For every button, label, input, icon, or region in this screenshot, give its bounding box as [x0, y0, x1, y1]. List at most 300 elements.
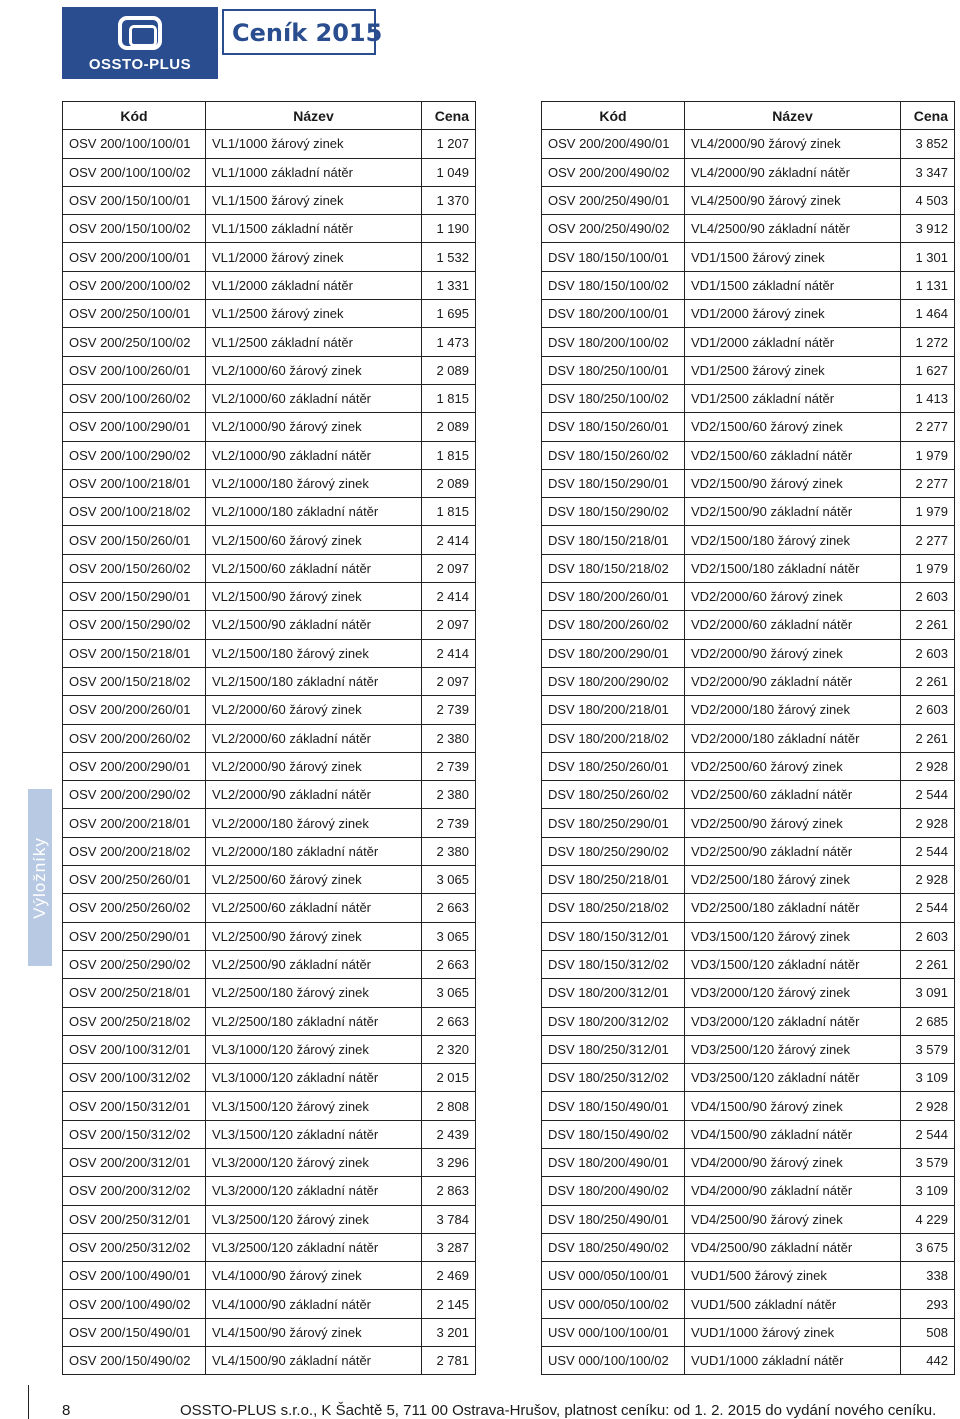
- cell-code: OSV 200/200/490/02: [542, 158, 685, 186]
- table-row: [542, 696, 955, 724]
- cell-code: DSV 180/150/100/02: [542, 271, 685, 299]
- table-row: [63, 611, 476, 639]
- cell-price: 1 272: [901, 328, 955, 356]
- cell-code: DSV 180/150/490/02: [542, 1120, 685, 1148]
- cell-price: 2 603: [901, 922, 955, 950]
- cell-name: VL1/1500 základní nátěr: [206, 215, 422, 243]
- table-row: [542, 1120, 955, 1148]
- table-row: [542, 724, 955, 752]
- cell-code: OSV 200/200/260/02: [63, 724, 206, 752]
- cell-name: VL2/2000/180 žárový zinek: [206, 809, 422, 837]
- cell-name: VL3/2500/120 základní nátěr: [206, 1233, 422, 1261]
- cell-code: OSV 200/150/490/01: [63, 1318, 206, 1346]
- cell-price: 2 089: [422, 356, 476, 384]
- page-number: 8: [62, 1402, 71, 1419]
- cell-code: OSV 200/100/260/01: [63, 356, 206, 384]
- cell-name: VL2/1500/90 základní nátěr: [206, 611, 422, 639]
- table-row: [63, 752, 476, 780]
- table-row: [542, 1290, 955, 1318]
- table-row: [63, 724, 476, 752]
- cell-price: 1 301: [901, 243, 955, 271]
- table-row: [63, 1205, 476, 1233]
- cell-code: DSV 180/250/218/02: [542, 894, 685, 922]
- cell-price: 2 414: [422, 639, 476, 667]
- table-row: [63, 696, 476, 724]
- cell-code: DSV 180/250/490/01: [542, 1205, 685, 1233]
- table-row: [542, 469, 955, 497]
- cell-name: VUD1/1000 žárový zinek: [685, 1318, 901, 1346]
- cell-name: VD2/2000/180 základní nátěr: [685, 724, 901, 752]
- table-row: [63, 186, 476, 214]
- table-row: [63, 1120, 476, 1148]
- table-row: [63, 526, 476, 554]
- table-row: [63, 1318, 476, 1346]
- cell-code: DSV 180/200/260/02: [542, 611, 685, 639]
- cell-name: VL4/1500/90 základní nátěr: [206, 1347, 422, 1375]
- cell-name: VL4/1500/90 žárový zinek: [206, 1318, 422, 1346]
- table-row: [542, 781, 955, 809]
- cell-price: 3 109: [901, 1064, 955, 1092]
- cell-price: 2 863: [422, 1177, 476, 1205]
- header-name: Název: [206, 102, 422, 130]
- cell-code: DSV 180/250/312/02: [542, 1064, 685, 1092]
- cell-code: DSV 180/150/218/02: [542, 554, 685, 582]
- cell-name: VD2/2500/60 žárový zinek: [685, 752, 901, 780]
- cell-name: VL3/1000/120 žárový zinek: [206, 1035, 422, 1063]
- cell-code: OSV 200/100/312/01: [63, 1035, 206, 1063]
- title-box: [222, 9, 383, 55]
- table-row: [63, 498, 476, 526]
- cell-name: VD2/1500/180 základní nátěr: [685, 554, 901, 582]
- cell-price: 2 439: [422, 1120, 476, 1148]
- cell-name: VL2/1500/60 žárový zinek: [206, 526, 422, 554]
- cell-price: 2 685: [901, 1007, 955, 1035]
- cell-name: VD1/1500 žárový zinek: [685, 243, 901, 271]
- table-row: [63, 979, 476, 1007]
- cell-code: OSV 200/250/260/01: [63, 866, 206, 894]
- cell-code: USV 000/100/100/02: [542, 1347, 685, 1375]
- cell-price: 1 207: [422, 130, 476, 158]
- cell-name: VUD1/500 žárový zinek: [685, 1262, 901, 1290]
- table-row: [542, 922, 955, 950]
- cell-code: DSV 180/250/312/01: [542, 1035, 685, 1063]
- cell-price: 293: [901, 1290, 955, 1318]
- cell-name: VD2/2000/90 základní nátěr: [685, 667, 901, 695]
- cell-price: 2 380: [422, 837, 476, 865]
- cell-name: VL1/1500 žárový zinek: [206, 186, 422, 214]
- cell-price: 2 097: [422, 554, 476, 582]
- cell-price: 3 296: [422, 1148, 476, 1176]
- table-row: [542, 1064, 955, 1092]
- cell-name: VD3/1500/120 základní nátěr: [685, 950, 901, 978]
- cell-price: 1 815: [422, 384, 476, 412]
- table-row: [63, 271, 476, 299]
- cell-price: 2 544: [901, 894, 955, 922]
- table-row: [542, 300, 955, 328]
- cell-name: VD1/2000 základní nátěr: [685, 328, 901, 356]
- cell-name: VL4/2000/90 žárový zinek: [685, 130, 901, 158]
- cell-code: DSV 180/250/290/01: [542, 809, 685, 837]
- cell-price: 3 201: [422, 1318, 476, 1346]
- cell-price: 1 979: [901, 498, 955, 526]
- cell-price: 2 544: [901, 837, 955, 865]
- page-title: Ceník 2015: [232, 19, 383, 47]
- table-row: [63, 1007, 476, 1035]
- cell-name: VL2/2000/60 žárový zinek: [206, 696, 422, 724]
- cell-name: VL2/2000/90 základní nátěr: [206, 781, 422, 809]
- price-table-right: [541, 101, 955, 1375]
- cell-code: USV 000/100/100/01: [542, 1318, 685, 1346]
- cell-name: VL3/1000/120 základní nátěr: [206, 1064, 422, 1092]
- table-row: [63, 130, 476, 158]
- cell-price: 1 695: [422, 300, 476, 328]
- cell-name: VL2/1500/90 žárový zinek: [206, 583, 422, 611]
- cell-code: USV 000/050/100/01: [542, 1262, 685, 1290]
- cell-code: DSV 180/200/490/02: [542, 1177, 685, 1205]
- cell-price: 2 739: [422, 752, 476, 780]
- cell-code: OSV 200/100/260/02: [63, 384, 206, 412]
- header-price: Cena: [422, 102, 476, 130]
- cell-price: 2 603: [901, 696, 955, 724]
- table-row: [63, 413, 476, 441]
- cell-code: OSV 200/100/290/01: [63, 413, 206, 441]
- cell-price: 2 261: [901, 950, 955, 978]
- logo-mark-icon: [118, 16, 162, 50]
- header-name: Název: [685, 102, 901, 130]
- cell-code: DSV 180/200/312/01: [542, 979, 685, 1007]
- cell-code: DSV 180/150/290/01: [542, 469, 685, 497]
- table-row: [542, 979, 955, 1007]
- footer-address: OSSTO-PLUS s.r.o., K Šachtě 5, 711 00 Ostrava-Hrušov, platnost ceníku: od 1. 2. 2015 do vydání nového ceníku.: [180, 1402, 937, 1419]
- cell-price: 1 049: [422, 158, 476, 186]
- cell-price: 4 503: [901, 186, 955, 214]
- cell-code: DSV 180/150/312/02: [542, 950, 685, 978]
- cell-code: DSV 180/150/290/02: [542, 498, 685, 526]
- cell-name: VL2/2500/90 základní nátěr: [206, 950, 422, 978]
- cell-name: VD3/2000/120 žárový zinek: [685, 979, 901, 1007]
- cell-code: DSV 180/250/100/01: [542, 356, 685, 384]
- cell-code: DSV 180/200/260/01: [542, 583, 685, 611]
- cell-name: VL4/1000/90 základní nátěr: [206, 1290, 422, 1318]
- cell-name: VL2/2000/180 základní nátěr: [206, 837, 422, 865]
- cell-price: 3 579: [901, 1035, 955, 1063]
- cell-name: VD1/1500 základní nátěr: [685, 271, 901, 299]
- cell-name: VD4/2500/90 žárový zinek: [685, 1205, 901, 1233]
- cell-name: VD3/1500/120 žárový zinek: [685, 922, 901, 950]
- cell-name: VD2/2000/60 základní nátěr: [685, 611, 901, 639]
- cell-code: OSV 200/250/490/02: [542, 215, 685, 243]
- cell-name: VD2/2000/60 žárový zinek: [685, 583, 901, 611]
- cell-code: DSV 180/150/490/01: [542, 1092, 685, 1120]
- table-row: [63, 866, 476, 894]
- cell-code: OSV 200/100/490/01: [63, 1262, 206, 1290]
- table-row: [63, 328, 476, 356]
- cell-price: 2 277: [901, 526, 955, 554]
- cell-name: VL4/2500/90 žárový zinek: [685, 186, 901, 214]
- table-row: [542, 950, 955, 978]
- cell-code: DSV 180/200/100/01: [542, 300, 685, 328]
- table-row: [63, 215, 476, 243]
- cell-code: DSV 180/200/312/02: [542, 1007, 685, 1035]
- table-row: [542, 130, 955, 158]
- table-row: [542, 526, 955, 554]
- table-row: [542, 1007, 955, 1035]
- cell-name: VD2/1500/60 žárový zinek: [685, 413, 901, 441]
- cell-price: 2 928: [901, 809, 955, 837]
- cell-name: VD4/2000/90 základní nátěr: [685, 1177, 901, 1205]
- table-row: [63, 781, 476, 809]
- table-row: [542, 1318, 955, 1346]
- table-row: [63, 922, 476, 950]
- cell-name: VL2/1000/60 základní nátěr: [206, 384, 422, 412]
- table-row: [63, 1290, 476, 1318]
- cell-price: 2 261: [901, 611, 955, 639]
- cell-code: OSV 200/200/218/02: [63, 837, 206, 865]
- table-row: [63, 469, 476, 497]
- table-row: [542, 356, 955, 384]
- cell-code: OSV 200/250/218/02: [63, 1007, 206, 1035]
- table-row: [63, 667, 476, 695]
- table-row: [63, 300, 476, 328]
- table-header-row: [542, 102, 955, 130]
- table-row: [63, 1347, 476, 1375]
- cell-code: OSV 200/250/290/02: [63, 950, 206, 978]
- table-row: [63, 1092, 476, 1120]
- cell-price: 2 928: [901, 1092, 955, 1120]
- cell-code: OSV 200/100/490/02: [63, 1290, 206, 1318]
- cell-price: 1 815: [422, 441, 476, 469]
- table-row: [542, 1177, 955, 1205]
- cell-code: OSV 200/200/490/01: [542, 130, 685, 158]
- table-row: [63, 894, 476, 922]
- table-row: [63, 1148, 476, 1176]
- cell-name: VL1/2000 základní nátěr: [206, 271, 422, 299]
- cell-price: 3 091: [901, 979, 955, 1007]
- table-row: [542, 1148, 955, 1176]
- cell-name: VL4/2500/90 základní nátěr: [685, 215, 901, 243]
- cell-price: 2 544: [901, 781, 955, 809]
- table-row: [63, 950, 476, 978]
- cell-price: 2 097: [422, 667, 476, 695]
- cell-name: VL2/1500/60 základní nátěr: [206, 554, 422, 582]
- cell-name: VL2/2500/180 žárový zinek: [206, 979, 422, 1007]
- table-row: [63, 243, 476, 271]
- cell-name: VL3/2000/120 základní nátěr: [206, 1177, 422, 1205]
- table-row: [63, 384, 476, 412]
- cell-code: OSV 200/100/312/02: [63, 1064, 206, 1092]
- table-row: [542, 554, 955, 582]
- table-row: [542, 752, 955, 780]
- cell-price: 2 603: [901, 639, 955, 667]
- cell-name: VD2/1500/90 žárový zinek: [685, 469, 901, 497]
- cell-price: 2 739: [422, 809, 476, 837]
- cell-code: OSV 200/150/100/01: [63, 186, 206, 214]
- cell-code: DSV 180/150/100/01: [542, 243, 685, 271]
- table-row: [542, 441, 955, 469]
- table-row: [542, 611, 955, 639]
- cell-code: OSV 200/250/290/01: [63, 922, 206, 950]
- cell-price: 3 675: [901, 1233, 955, 1261]
- cell-name: VL2/1000/180 základní nátěr: [206, 498, 422, 526]
- cell-price: 442: [901, 1347, 955, 1375]
- page-header: [62, 7, 383, 79]
- table-row: [542, 158, 955, 186]
- cell-code: DSV 180/200/218/01: [542, 696, 685, 724]
- cell-price: 2 414: [422, 583, 476, 611]
- cell-code: OSV 200/200/218/01: [63, 809, 206, 837]
- cell-code: OSV 200/150/290/02: [63, 611, 206, 639]
- table-row: [542, 243, 955, 271]
- cell-price: 2 089: [422, 469, 476, 497]
- table-row: [63, 554, 476, 582]
- cell-price: 1 331: [422, 271, 476, 299]
- cell-price: 2 603: [901, 583, 955, 611]
- logo-text: OSSTO-PLUS: [88, 56, 192, 73]
- cell-name: VL2/1000/90 žárový zinek: [206, 413, 422, 441]
- cell-price: 1 190: [422, 215, 476, 243]
- cell-name: VD4/2500/90 základní nátěr: [685, 1233, 901, 1261]
- cell-name: VL2/1500/180 žárový zinek: [206, 639, 422, 667]
- cell-price: 3 065: [422, 922, 476, 950]
- cell-code: DSV 180/150/312/01: [542, 922, 685, 950]
- table-row: [542, 837, 955, 865]
- cell-price: 2 277: [901, 469, 955, 497]
- cell-code: DSV 180/250/260/02: [542, 781, 685, 809]
- cell-code: USV 000/050/100/02: [542, 1290, 685, 1318]
- cell-price: 1 532: [422, 243, 476, 271]
- section-side-tab: [28, 789, 52, 966]
- cell-name: VL2/1000/90 základní nátěr: [206, 441, 422, 469]
- header-code: Kód: [63, 102, 206, 130]
- cell-name: VD3/2500/120 základní nátěr: [685, 1064, 901, 1092]
- header-code: Kód: [542, 102, 685, 130]
- cell-price: 508: [901, 1318, 955, 1346]
- table-row: [63, 158, 476, 186]
- cell-name: VL1/1000 žárový zinek: [206, 130, 422, 158]
- cell-code: OSV 200/250/312/01: [63, 1205, 206, 1233]
- cell-name: VD4/1500/90 žárový zinek: [685, 1092, 901, 1120]
- cell-code: OSV 200/200/290/01: [63, 752, 206, 780]
- cell-name: VL3/1500/120 žárový zinek: [206, 1092, 422, 1120]
- cell-price: 2 015: [422, 1064, 476, 1092]
- cell-name: VD1/2500 žárový zinek: [685, 356, 901, 384]
- table-row: [542, 498, 955, 526]
- cell-name: VL4/1000/90 žárový zinek: [206, 1262, 422, 1290]
- cell-price: 1 627: [901, 356, 955, 384]
- cell-name: VD2/1500/60 základní nátěr: [685, 441, 901, 469]
- cell-price: 1 979: [901, 554, 955, 582]
- cell-name: VL2/2500/180 základní nátěr: [206, 1007, 422, 1035]
- cell-code: OSV 200/250/490/01: [542, 186, 685, 214]
- cell-price: 1 413: [901, 384, 955, 412]
- cell-name: VL1/2500 základní nátěr: [206, 328, 422, 356]
- cell-code: OSV 200/150/218/01: [63, 639, 206, 667]
- cell-price: 1 464: [901, 300, 955, 328]
- cell-name: VL1/2000 žárový zinek: [206, 243, 422, 271]
- cell-code: OSV 200/200/290/02: [63, 781, 206, 809]
- table-row: [542, 1233, 955, 1261]
- cell-code: OSV 200/150/100/02: [63, 215, 206, 243]
- cell-code: DSV 180/250/490/02: [542, 1233, 685, 1261]
- table-row: [63, 1064, 476, 1092]
- cell-code: OSV 200/250/100/01: [63, 300, 206, 328]
- table-row: [542, 1262, 955, 1290]
- cell-price: 2 663: [422, 950, 476, 978]
- cell-name: VL1/2500 žárový zinek: [206, 300, 422, 328]
- cell-price: 4 229: [901, 1205, 955, 1233]
- cell-code: DSV 180/200/290/01: [542, 639, 685, 667]
- cell-code: DSV 180/250/218/01: [542, 866, 685, 894]
- table-row: [542, 328, 955, 356]
- cell-code: DSV 180/200/218/02: [542, 724, 685, 752]
- cell-name: VL3/1500/120 základní nátěr: [206, 1120, 422, 1148]
- cell-name: VD2/2500/180 žárový zinek: [685, 866, 901, 894]
- header-price: Cena: [901, 102, 955, 130]
- cell-price: 3 852: [901, 130, 955, 158]
- cell-name: VL2/2000/90 žárový zinek: [206, 752, 422, 780]
- cell-name: VD4/2000/90 žárový zinek: [685, 1148, 901, 1176]
- cell-name: VL2/2500/60 základní nátěr: [206, 894, 422, 922]
- cell-name: VL2/1000/60 žárový zinek: [206, 356, 422, 384]
- cell-code: OSV 200/200/260/01: [63, 696, 206, 724]
- cell-price: 3 109: [901, 1177, 955, 1205]
- cell-code: OSV 200/250/260/02: [63, 894, 206, 922]
- table-row: [542, 271, 955, 299]
- cell-price: 1 979: [901, 441, 955, 469]
- table-row: [542, 1035, 955, 1063]
- cell-code: OSV 200/250/312/02: [63, 1233, 206, 1261]
- table-row: [63, 1262, 476, 1290]
- cell-code: OSV 200/150/312/01: [63, 1092, 206, 1120]
- cell-price: 2 544: [901, 1120, 955, 1148]
- table-row: [63, 356, 476, 384]
- table-row: [63, 809, 476, 837]
- table-row: [63, 583, 476, 611]
- cell-price: 1 815: [422, 498, 476, 526]
- footer-divider: [28, 1385, 29, 1419]
- cell-name: VL2/2500/90 žárový zinek: [206, 922, 422, 950]
- cell-code: DSV 180/200/100/02: [542, 328, 685, 356]
- table-row: [542, 215, 955, 243]
- cell-code: DSV 180/250/100/02: [542, 384, 685, 412]
- cell-code: OSV 200/100/100/01: [63, 130, 206, 158]
- cell-price: 2 261: [901, 667, 955, 695]
- cell-price: 2 469: [422, 1262, 476, 1290]
- cell-name: VD2/2500/180 základní nátěr: [685, 894, 901, 922]
- cell-price: 3 065: [422, 866, 476, 894]
- cell-name: VD2/2500/90 základní nátěr: [685, 837, 901, 865]
- cell-code: DSV 180/150/260/02: [542, 441, 685, 469]
- table-row: [542, 894, 955, 922]
- cell-code: OSV 200/200/312/02: [63, 1177, 206, 1205]
- cell-price: 1 370: [422, 186, 476, 214]
- cell-code: DSV 180/200/490/01: [542, 1148, 685, 1176]
- table-row: [542, 639, 955, 667]
- cell-code: OSV 200/250/218/01: [63, 979, 206, 1007]
- cell-price: 2 097: [422, 611, 476, 639]
- cell-price: 2 663: [422, 894, 476, 922]
- cell-code: OSV 200/150/260/01: [63, 526, 206, 554]
- table-row: [63, 1177, 476, 1205]
- cell-name: VUD1/1000 základní nátěr: [685, 1347, 901, 1375]
- cell-name: VD4/1500/90 základní nátěr: [685, 1120, 901, 1148]
- cell-name: VL4/2000/90 základní nátěr: [685, 158, 901, 186]
- cell-price: 1 473: [422, 328, 476, 356]
- table-row: [542, 809, 955, 837]
- cell-price: 2 739: [422, 696, 476, 724]
- table-row: [542, 384, 955, 412]
- cell-price: 3 287: [422, 1233, 476, 1261]
